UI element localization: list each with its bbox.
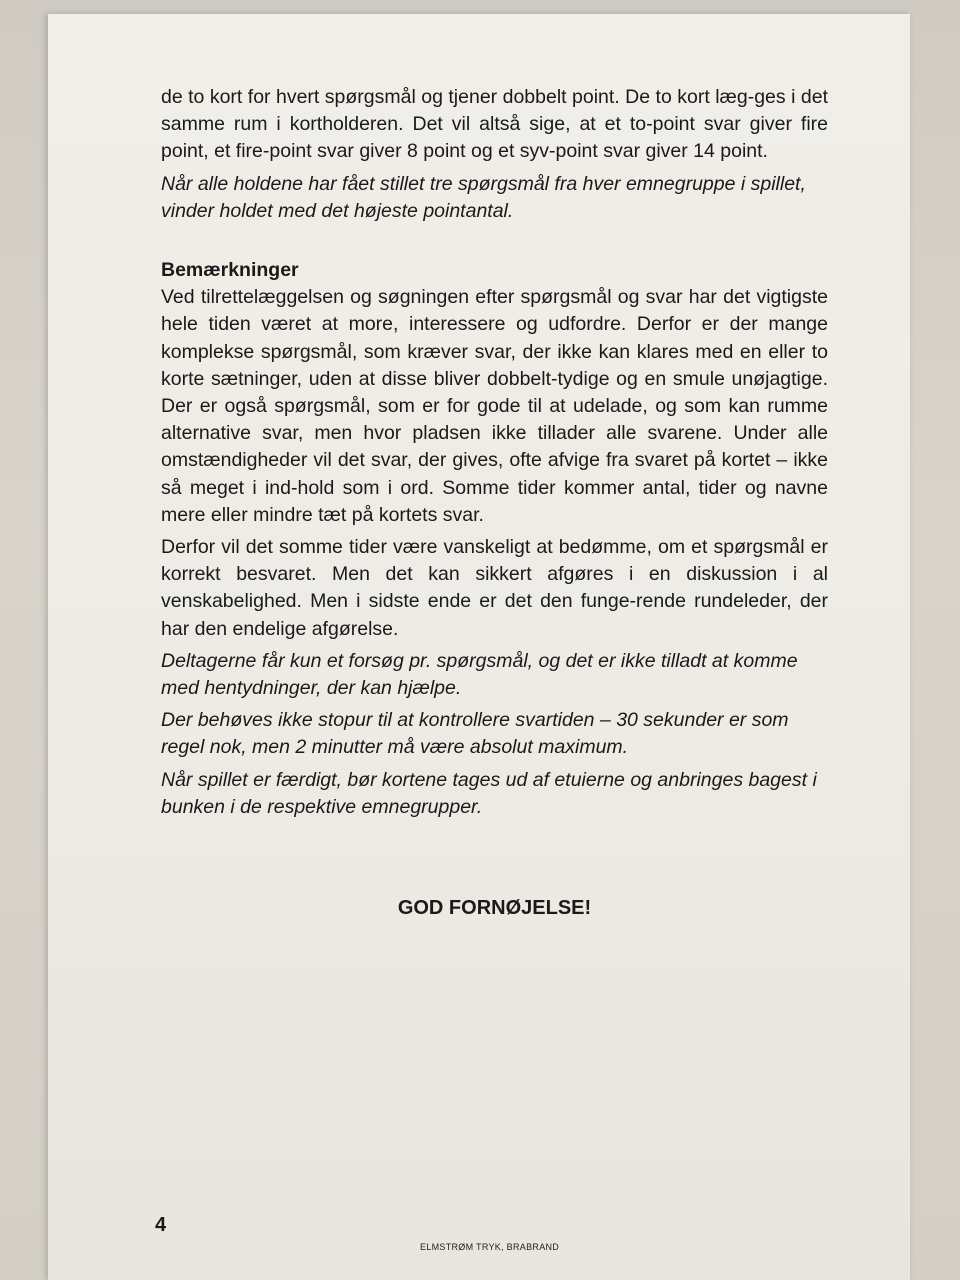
paragraph-remark-5: Når spillet er færdigt, bør kortene tages ud af etuierne og anbringes bagest i bunken i de respektive emnegrupper. [161, 768, 817, 818]
body-text [161, 84, 828, 826]
closing-text: GOD FORNØJELSE! [397, 897, 592, 919]
paragraph-remark-3: Deltagerne får kun et forsøg pr. spørgsmål, og det er ikke tilladt at komme med hentydninger, der kan hjælpe. [161, 649, 798, 700]
paragraph-remark-4: Der behøves ikke stopur til at kontrollere svartiden – 30 sekunder er som regel nok, men 2 minutter må være absolut maximum. [161, 709, 789, 759]
paragraph-remark-1: Ved tilrettelæggelsen og søgningen efter spørgsmål og svar har det vigtigste hele tiden været at more, interessere og udfordre. Derfor er der mange komplekse spørgsmål, som kræver svar, der ikke kan klares med en eller to korte sætninger, uden at disse bliver dobbelt-tydige og en smule unøjagtige. Der er også spørgsmål, som er for gode til at udelade, og som kan rumme alternative svar, men hvor pladsen ikke tillader alle svarene. Under alle omstændigheder vil det svar, der gives, ofte afvige fra svaret på kortet – ikke så meget i ind-hold som i ord. Somme tider kommer antal, tider og navne mere eller mindre tæt på kortets svar. [161, 286, 828, 526]
paragraph-scoring: de to kort for hvert spørgsmål og tjener dobbelt point. De to kort læg-ges i det samme rum i kortholderen. Det vil altså sige, at et to-point svar giver fire point, et fire-point svar giver 8 point og et syv-point svar giver 14 point. [161, 86, 828, 163]
paragraph-winner: Når alle holdene har fået stillet tre spørgsmål fra hver emnegruppe i spillet, vinder holdet med det højeste pointantal. [161, 172, 806, 222]
paragraph-remark-2: Derfor vil det somme tider være vanskeligt at bedømme, om et spørgsmål er korrekt besvaret. Men det kan sikkert afgøres i en diskussion i al venskabelighed. Men i sidste ende er det den funge-rende rundeleder, der har den endelige afgørelse. [161, 536, 828, 640]
printer-imprint: ELMSTRØM TRYK, BRABRAND [420, 1242, 560, 1252]
page-number: 4 [155, 1214, 167, 1236]
section-heading: Bemærkninger [161, 259, 299, 282]
